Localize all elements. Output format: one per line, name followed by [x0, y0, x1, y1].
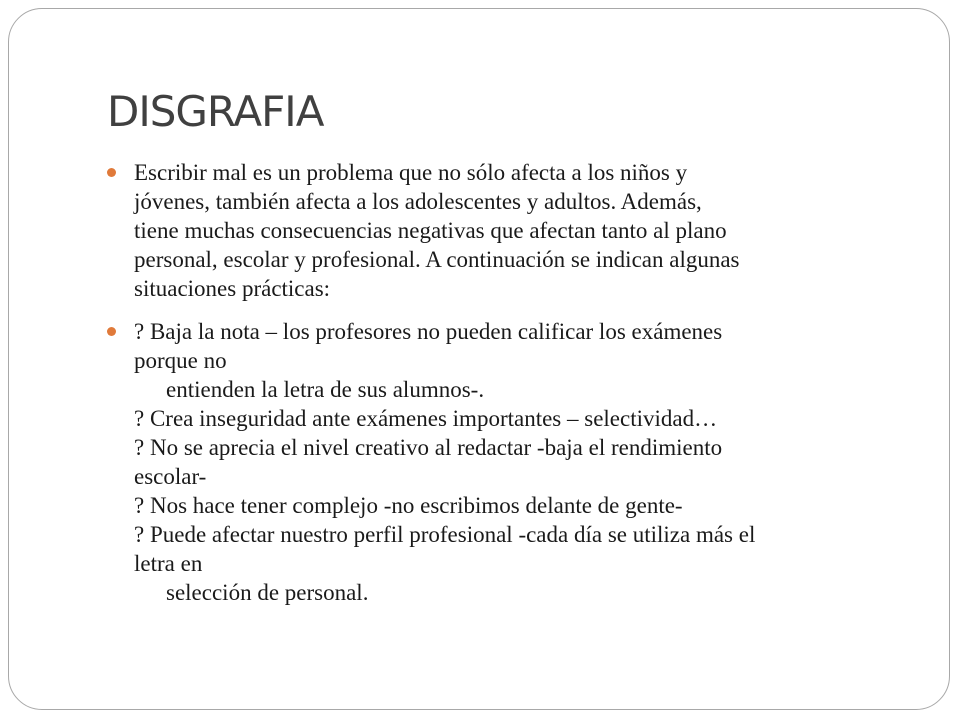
bullet-line: selección de personal. [166, 580, 369, 605]
bullet-line: ? Puede afectar nuestro perfil profesional -cada día se utiliza más el [134, 522, 756, 547]
slide-title: DISGRAFIA [107, 87, 324, 136]
bullet-dot-icon [107, 327, 116, 336]
bullet-line: ? Nos hace tener complejo -no escribimos delante de gente- [134, 493, 683, 518]
bullet-line: jóvenes, también afecta a los adolescentes y adultos. Además, [134, 189, 702, 214]
bullet-item-intro [105, 158, 920, 303]
bullet-item-situations [105, 317, 920, 607]
bullet-line: personal, escolar y profesional. A continuación se indican algunas [134, 247, 740, 272]
bullet-line: situaciones prácticas: [134, 276, 331, 301]
bullet-line: Escribir mal es un problema que no sólo afecta a los niños y [134, 160, 688, 185]
bullet-dot-icon [107, 168, 116, 177]
bullet-line: escolar- [134, 464, 207, 489]
bullet-list [105, 158, 920, 621]
bullet-line: ? Crea inseguridad ante exámenes importantes – selectividad… [134, 406, 718, 431]
bullet-line: ? No se aprecia el nivel creativo al redactar -baja el rendimiento [134, 435, 723, 460]
bullet-line: ? Baja la nota – los profesores no pueden calificar los exámenes [134, 319, 723, 344]
bullet-line: letra en [134, 551, 203, 576]
bullet-line: porque no [134, 348, 227, 373]
bullet-line: entienden la letra de sus alumnos-. [166, 377, 485, 402]
bullet-line: tiene muchas consecuencias negativas que afectan tanto al plano [134, 218, 727, 243]
